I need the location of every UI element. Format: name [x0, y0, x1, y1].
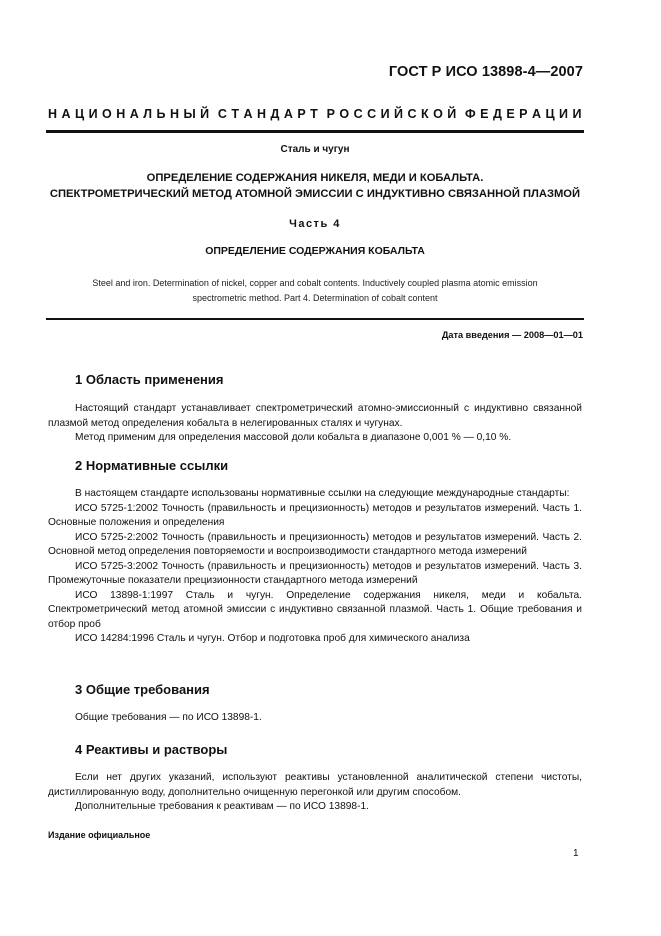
header-divider: [46, 130, 584, 133]
english-title-line1: Steel and iron. Determination of nickel, copper and cobalt contents. Inductively coupled plasma atomic emission: [92, 278, 538, 288]
section-heading-normative-references: 2 Нормативные ссылки: [75, 458, 229, 473]
main-title-line1: ОПРЕДЕЛЕНИЕ СОДЕРЖАНИЯ НИКЕЛЯ, МЕДИ И КОБАЛЬТА.: [146, 172, 484, 184]
standard-code: ГОСТ Р ИСО 13898-4—2007: [388, 64, 583, 80]
paragraph: Если нет других указаний, используют реактивы установленной аналитической степени чистоты, дистиллированную воду, дополнительно очищенную перегонкой или другим способом.: [48, 772, 582, 798]
official-edition-label: Издание официальное: [48, 830, 151, 840]
reference-item: ИСО 5725-3:2002 Точность (правильность и прецизионность) методов и результатов измерений. Часть 3. Промежуточные показатели прецизионности стандартного метода измерений: [48, 560, 582, 586]
section-heading-general-requirements: 3 Общие требования: [75, 682, 210, 697]
national-title-word: Н А Ц И О Н А Л Ь Н Ы Й: [48, 107, 210, 121]
reference-item: ИСО 5725-1:2002 Точность (правильность и прецизионность) методов и результатов измерений. Часть 1. Основные положения и определения: [48, 502, 582, 528]
part-title: ОПРЕДЕЛЕНИЕ СОДЕРЖАНИЯ КОБАЛЬТА: [205, 245, 425, 257]
main-title-line2: СПЕКТРОМЕТРИЧЕСКИЙ МЕТОД АТОМНОЙ ЭМИССИИ С ИНДУКТИВНО СВЯЗАННОЙ ПЛАЗМОЙ: [49, 188, 581, 200]
paragraph: Настоящий стандарт устанавливает спектрометрический атомно-эмиссионный с индуктивно связанной плазмой метод определения кобальта в нелегированных сталях и чугунах.: [48, 403, 582, 429]
title-divider: [46, 318, 584, 320]
paragraph: Метод применим для определения массовой доли кобальта в диапазоне 0,001 % — 0,10 %.: [75, 432, 512, 443]
section-body-normative-references: [48, 487, 582, 647]
national-standard-title: [48, 107, 582, 121]
english-title-line2: spectrometric method. Part 4. Determination of cobalt content: [192, 293, 438, 303]
section-body-general-requirements: [48, 711, 582, 726]
section-body-scope: [48, 402, 582, 446]
english-title: [48, 276, 582, 306]
paragraph: Дополнительные требования к реактивам — по ИСО 13898-1.: [75, 801, 369, 812]
paragraph: В настоящем стандарте использованы нормативные ссылки на следующие международные стандарты:: [75, 488, 570, 499]
section-heading-reagents: 4 Реактивы и растворы: [75, 742, 228, 757]
reference-item: ИСО 5725-2:2002 Точность (правильность и прецизионность) методов и результатов измерений. Часть 2. Основной метод определения повторяемости и воспроизводимости стандартного метода измерений: [48, 531, 582, 557]
reference-item: ИСО 14284:1996 Сталь и чугун. Отбор и подготовка проб для химического анализа: [75, 633, 470, 644]
section-body-reagents: [48, 771, 582, 815]
reference-item: ИСО 13898-1:1997 Сталь и чугун. Определение содержания никеля, меди и кобальта. Спектрометрический метод атомной эмиссии с индуктивно связанной плазмой. Часть 1. Общие требования и отбор проб: [48, 589, 582, 630]
page-number: 1: [573, 848, 579, 859]
national-title-word: С Т А Н Д А Р Т: [217, 107, 319, 121]
effective-date: Дата введения — 2008—01—01: [441, 330, 583, 340]
subject-title: Сталь и чугун: [280, 144, 350, 155]
main-title: [48, 170, 582, 202]
section-heading-scope: 1 Область применения: [75, 372, 224, 387]
paragraph: Общие требования — по ИСО 13898-1.: [75, 712, 262, 723]
national-title-word: Р О С С И Й С К О Й: [326, 107, 457, 121]
national-title-word: Ф Е Д Е Р А Ц И И: [465, 107, 582, 121]
part-label: Часть 4: [289, 218, 341, 230]
